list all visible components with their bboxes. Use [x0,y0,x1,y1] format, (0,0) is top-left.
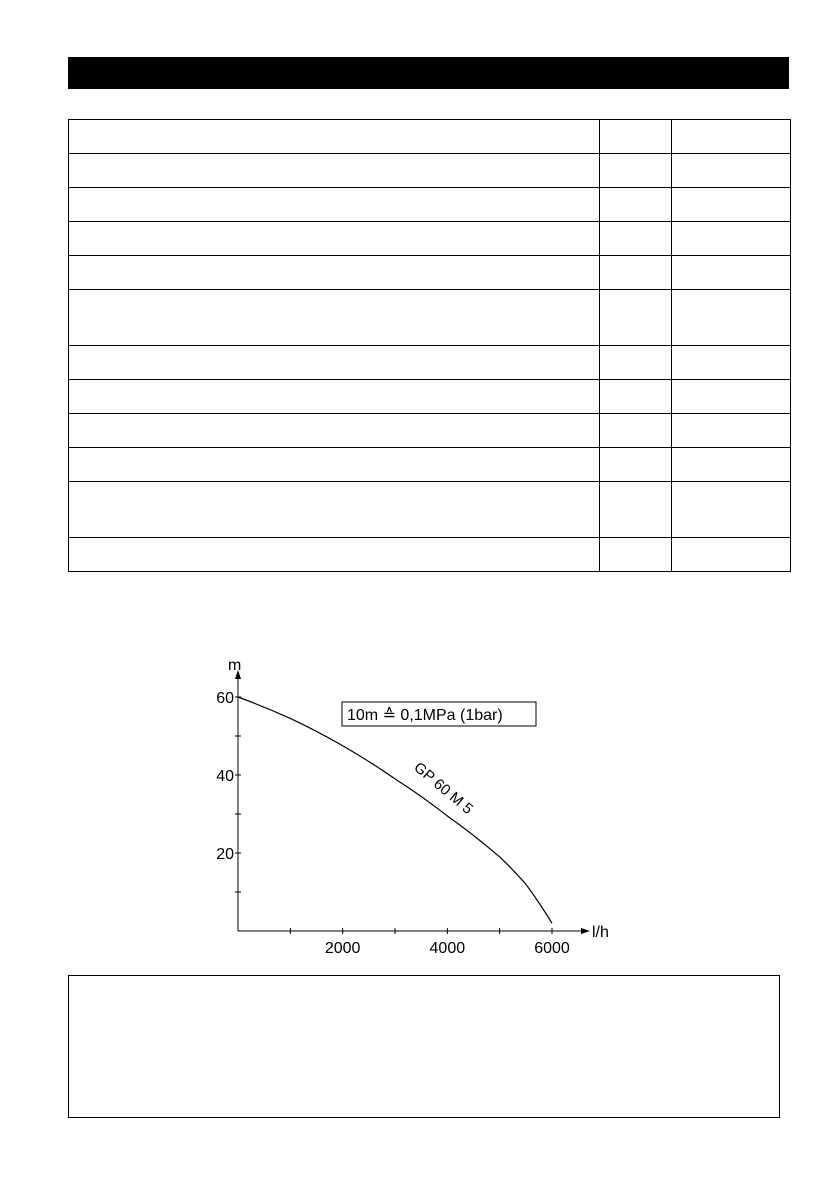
table-row [69,346,791,380]
note-box [68,975,780,1118]
table-cell [600,120,672,154]
header-bar [68,57,789,89]
series-label: GP 60 M 5 [410,758,477,818]
table-cell [600,414,672,448]
table-row [69,380,791,414]
table-cell [600,188,672,222]
table-row [69,414,791,448]
x-tick-label: 6000 [534,940,570,957]
table-cell [672,448,791,482]
table-cell [69,120,600,154]
table-cell [69,154,600,188]
table-cell [69,482,600,538]
table-cell [672,346,791,380]
table-cell [69,290,600,346]
pump-curve-chart [180,650,640,970]
table-cell [672,380,791,414]
note-text: 10m ≙ 0,1MPa (1bar) [347,707,503,724]
table-row [69,120,791,154]
table-cell [600,448,672,482]
table-cell [69,222,600,256]
table-cell [600,290,672,346]
table-row [69,482,791,538]
table-row [69,538,791,572]
x-tick-label: 2000 [324,940,361,957]
y-tick-label: 20 [216,846,234,863]
x-axis-label: l/h [592,924,609,941]
chart-svg [180,650,640,970]
table-cell [672,538,791,572]
table-cell [69,188,600,222]
table-cell [69,414,600,448]
table-cell [672,154,791,188]
table-cell [600,482,672,538]
specifications-table [68,119,791,572]
table-row [69,188,791,222]
table-cell [600,256,672,290]
table-row [69,154,791,188]
table-cell [600,222,672,256]
series-line [238,697,552,923]
table-cell [672,222,791,256]
table-cell [672,414,791,448]
x-tick-label: 4000 [429,940,466,957]
table-row [69,448,791,482]
table-cell [600,346,672,380]
table-cell [600,538,672,572]
table-row [69,222,791,256]
table-cell [672,256,791,290]
table-cell [672,188,791,222]
y-tick-label: 60 [216,690,234,707]
table-row [69,256,791,290]
table-cell [672,482,791,538]
table-cell [69,538,600,572]
table-cell [69,448,600,482]
y-tick-label: 40 [216,768,234,785]
table-cell [69,346,600,380]
table-cell [600,154,672,188]
y-axis-label: m [228,657,242,674]
table-cell [600,380,672,414]
table-cell [672,120,791,154]
table-cell [69,380,600,414]
x-axis-arrow [581,928,590,934]
table-row [69,290,791,346]
table-cell [672,290,791,346]
table-cell [69,256,600,290]
